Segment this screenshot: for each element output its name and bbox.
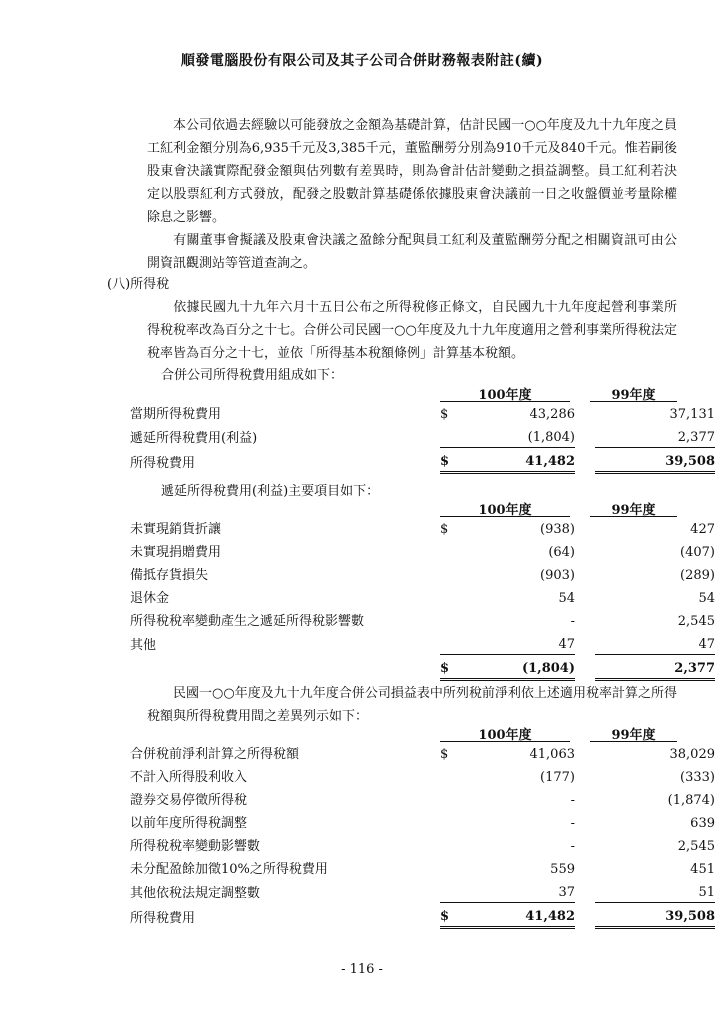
table-row: [130, 810, 715, 833]
row-label: 未實現銷貨折讓: [130, 522, 222, 537]
table-row: [130, 833, 715, 856]
value-99: 39,508: [595, 448, 715, 473]
income-tax-composition-table: [130, 401, 715, 474]
table-row: [130, 562, 715, 585]
row-label: 退休金: [130, 591, 170, 606]
row-label: 所得稅稅率變動產生之遞延所得稅影響數: [130, 614, 365, 629]
value-100: (1,804): [460, 655, 575, 680]
row-label: 未分配盈餘加徵10%之所得稅費用: [130, 862, 328, 877]
value-99: 639: [690, 816, 715, 831]
table-row: [130, 741, 715, 764]
table3-header-100: 100年度: [478, 728, 532, 743]
value-99: 39,508: [595, 903, 715, 928]
table2-header-100: 100年度: [478, 503, 532, 518]
page-title: 順發電腦股份有限公司及其子公司合併財務報表附註(續): [180, 53, 544, 69]
value-100: -: [570, 816, 575, 831]
value-99: (1,874): [667, 793, 715, 808]
column-gap: [575, 401, 595, 424]
value-99: 451: [690, 862, 715, 877]
value-99: 38,029: [669, 747, 715, 762]
bonus-estimate-text: 本公司依過去經驗以可能發放之金額為基礎計算，估計民國一○○年度及九十九年度之員工紅利金額分別為6,935千元及3,385千元，董監酬勞分別為910千元及840千元。惟若嗣後股東會決議實際配發金額與估列數有差異時，則為會計估計變動之損益調整。員工紅利若決定以股票紅利方式發放，配發之股數計算基礎係依據股東會決議前一日之收盤價並考量除權除息之影響。: [147, 118, 677, 225]
column-gap: [575, 833, 595, 856]
tax-law-text: 依據民國九十九年六月十五日公布之所得稅修正條文，自民國九十九年度起營利事業所得稅稅率改為百分之十七。合併公司民國一○○年度及九十九年度適用之營利事業所得稅法定稅率皆為百分之十七，並依「所得基本稅額條例」計算基本稅額。: [147, 300, 677, 361]
value-99: 37,131: [669, 407, 715, 422]
column-gap: [575, 741, 595, 764]
value-99: 51: [595, 879, 715, 903]
value-100: 47: [460, 631, 575, 655]
row-label: 未實現捐贈費用: [130, 545, 222, 560]
tax-reconciliation-table: [130, 741, 715, 929]
board-info-paragraph: [147, 229, 677, 275]
currency-symbol: $: [440, 407, 449, 422]
column-gap: [575, 631, 595, 655]
table3-header-99: 99年度: [611, 728, 656, 743]
table-row: [130, 879, 715, 903]
table1-header-100: 100年度: [478, 388, 532, 403]
table-row: [130, 764, 715, 787]
total-row: [130, 655, 715, 680]
column-gap: [575, 903, 595, 928]
value-100: 41,482: [460, 448, 575, 473]
row-label: 其他: [130, 637, 157, 653]
value-100: -: [570, 614, 575, 629]
value-99: 2,545: [677, 614, 715, 629]
value-99: (289): [680, 568, 715, 583]
column-gap: [575, 608, 595, 631]
value-100: (903): [540, 568, 575, 583]
value-100: (938): [540, 522, 575, 537]
column-gap: [575, 539, 595, 562]
value-99: (333): [680, 770, 715, 785]
column-gap: [575, 424, 595, 448]
currency-symbol: $: [440, 655, 460, 680]
row-label: 遞延所得稅費用(利益): [130, 430, 258, 446]
value-99: 47: [595, 631, 715, 655]
value-100: 54: [558, 591, 575, 606]
currency-symbol: [440, 631, 460, 655]
row-label: [130, 655, 440, 680]
bonus-estimate-paragraph: [147, 114, 677, 229]
deferred-tax-items-table: [130, 516, 715, 681]
board-info-text: 有關董事會擬議及股東會決議之盈餘分配與員工紅利及董監酬勞分配之相關資訊可由公開資訊觀測站等管道查詢之。: [147, 233, 677, 271]
total-row: [130, 903, 715, 928]
table-row: [130, 856, 715, 879]
reconciliation-intro-text: 民國一○○年度及九十九年度合併公司損益表中所列稅前淨利依上述適用稅率計算之所得稅額與所得稅費用間之差異列示如下：: [147, 686, 677, 724]
row-label: 所得稅稅率變動影響數: [130, 839, 261, 854]
table-row: [130, 585, 715, 608]
row-label: 所得稅費用: [130, 910, 196, 926]
currency-symbol: $: [440, 903, 460, 928]
row-label: 以前年度所得稅調整: [130, 816, 248, 831]
table-row: [130, 516, 715, 539]
value-100: -: [570, 839, 575, 854]
value-99: 2,377: [595, 655, 715, 680]
currency-symbol: [440, 539, 460, 562]
value-99: 54: [698, 591, 715, 606]
value-100: (1,804): [460, 424, 575, 448]
row-label: 其他依稅法規定調整數: [130, 885, 261, 901]
value-100: 37: [460, 879, 575, 903]
table-row: [130, 787, 715, 810]
value-99: 2,545: [677, 839, 715, 854]
value-100: 559: [550, 862, 575, 877]
value-100: -: [570, 793, 575, 808]
column-gap: [575, 856, 595, 879]
column-gap: [575, 516, 595, 539]
column-gap: [575, 562, 595, 585]
deferred-intro: 遞延所得稅費用(利益)主要項目如下：: [161, 484, 380, 499]
currency-symbol: [440, 562, 460, 585]
value-100: (64): [548, 545, 575, 560]
value-100: 41,063: [529, 747, 575, 762]
table-row: [130, 539, 715, 562]
tax-law-paragraph: [147, 296, 677, 365]
currency-symbol: $: [440, 747, 449, 762]
currency-symbol: [440, 833, 460, 856]
row-label: 所得稅費用: [130, 455, 196, 471]
row-label: 當期所得稅費用: [130, 407, 222, 422]
value-99: 2,377: [595, 424, 715, 448]
currency-symbol: $: [440, 448, 460, 473]
currency-symbol: [440, 810, 460, 833]
column-gap: [575, 448, 595, 473]
column-gap: [575, 585, 595, 608]
page-number: - 116 -: [341, 962, 383, 977]
value-100: 43,286: [529, 407, 575, 422]
table-row: [130, 608, 715, 631]
column-gap: [575, 879, 595, 903]
table-row: [130, 424, 715, 448]
value-100: 41,482: [460, 903, 575, 928]
value-100: (177): [540, 770, 575, 785]
table-row: [130, 401, 715, 424]
currency-symbol: $: [440, 522, 449, 537]
column-gap: [575, 764, 595, 787]
total-row: [130, 448, 715, 473]
reconciliation-paragraph: [147, 682, 677, 728]
currency-symbol: [440, 585, 460, 608]
value-99: 427: [690, 522, 715, 537]
composition-intro: 合併公司所得稅費用組成如下：: [161, 368, 344, 383]
currency-symbol: [440, 856, 460, 879]
currency-symbol: [440, 787, 460, 810]
column-gap: [575, 810, 595, 833]
column-gap: [575, 655, 595, 680]
row-label: 備抵存貨損失: [130, 568, 209, 583]
section-heading-income-tax: (八)所得稅: [107, 277, 170, 292]
table-row: [130, 631, 715, 655]
table2-header-99: 99年度: [611, 503, 656, 518]
table1-header-99: 99年度: [611, 388, 656, 403]
value-99: (407): [680, 545, 715, 560]
currency-symbol: [440, 764, 460, 787]
column-gap: [575, 787, 595, 810]
currency-symbol: [440, 608, 460, 631]
currency-symbol: [440, 879, 460, 903]
currency-symbol: [440, 424, 460, 448]
row-label: 不計入所得股利收入: [130, 770, 248, 785]
row-label: 證券交易停徵所得稅: [130, 793, 248, 808]
row-label: 合併稅前淨利計算之所得稅額: [130, 747, 300, 762]
